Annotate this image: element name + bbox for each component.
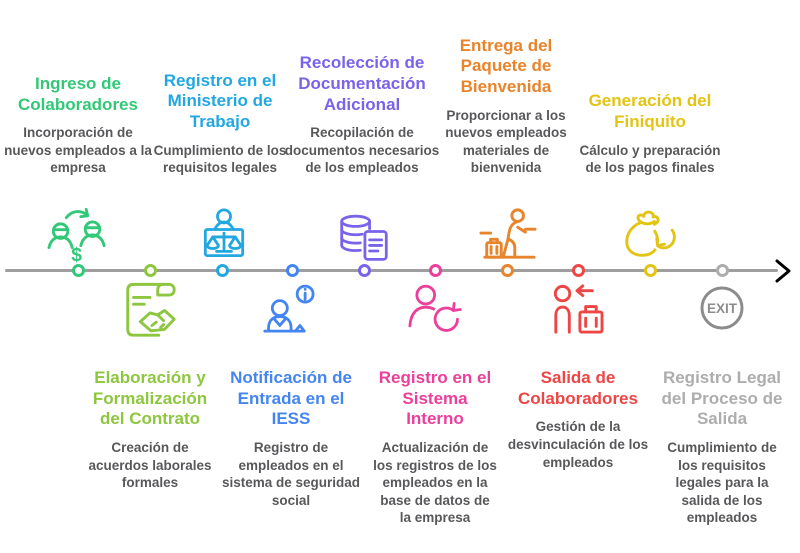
database-document-icon (334, 212, 394, 264)
step-description: Cálculo y preparación de los pagos finales (579, 142, 721, 176)
people-money-exchange-icon (46, 206, 108, 264)
step-description: Actualización de los registros de los empleados en la base de datos de la empresa (373, 440, 497, 526)
step-elaboracion-contrato (87, 368, 213, 492)
money-bag-refresh-icon (618, 206, 680, 264)
step-title: Entrega del Paquete de Bienvenida (459, 35, 553, 97)
step-title: Salida de Colaboradores (518, 368, 638, 408)
step-description: Cumplimiento de los requisitos legales (153, 142, 287, 176)
timeline-node (572, 264, 585, 277)
exit-sign-icon (699, 285, 745, 331)
person-onboarding-luggage-icon (477, 206, 539, 264)
step-description: Registro de empleados en el sistema de seguridad social (221, 440, 361, 508)
timeline-arrowhead-icon (774, 258, 792, 289)
timeline-node (429, 264, 442, 277)
step-entrega-paquete-bienvenida (444, 36, 568, 177)
contract-handshake-icon (119, 281, 181, 341)
timeline-node (144, 264, 157, 277)
step-title: Elaboración y Formalización del Contrato (92, 368, 208, 429)
step-salida-colaboradores (502, 368, 654, 471)
step-description: Creación de acuerdos laborales formales (88, 440, 212, 491)
timeline-node (72, 264, 85, 277)
step-description: Recopilación de documentos necesarios de los empleados (284, 125, 440, 176)
timeline-node (716, 264, 729, 277)
step-description: Incorporación de nuevos empleados a la empresa (4, 125, 152, 176)
timeline-node (286, 264, 299, 277)
timeline-node (216, 264, 229, 277)
step-description: Proporcionar a los nuevos empleados materiales de bienvenida (445, 107, 567, 176)
timeline-node (501, 264, 514, 277)
step-title: Registro Legal del Proceso de Salida (661, 368, 783, 429)
person-exit-luggage-icon (548, 283, 606, 335)
svg-text:$: $ (71, 245, 82, 264)
step-notificacion-iess (220, 368, 362, 509)
step-title: Registro en el Ministerio de Trabajo (163, 70, 277, 132)
person-sync-icon (406, 282, 466, 338)
timeline-node (358, 264, 371, 277)
step-title: Recolección de Documentación Adicional (298, 53, 426, 114)
step-registro-legal-salida (657, 368, 787, 527)
person-justice-scale-icon (194, 208, 254, 264)
step-title: Notificación de Entrada en el IESS (230, 368, 352, 429)
step-generacion-finiquito (579, 91, 721, 177)
step-registro-sistema-interno (373, 368, 497, 527)
step-title: Generación del Finiquito (588, 91, 712, 132)
step-recoleccion-documentacion (281, 53, 443, 177)
person-info-desk-icon (262, 281, 322, 339)
timeline-line (5, 269, 778, 272)
step-registro-ministerio-trabajo (149, 71, 291, 177)
step-ingreso-colaboradores (2, 74, 154, 177)
step-description: Gestión de la desvinculación de los empleados (507, 419, 649, 470)
timeline-node (644, 264, 657, 277)
exit-label: EXIT (706, 301, 738, 316)
step-title: Ingreso de Colaboradores (18, 73, 138, 114)
step-title: Registro en el Sistema Interno (378, 368, 492, 429)
step-description: Cumplimiento de los requisitos legales para la salida de los empleados (667, 440, 777, 526)
